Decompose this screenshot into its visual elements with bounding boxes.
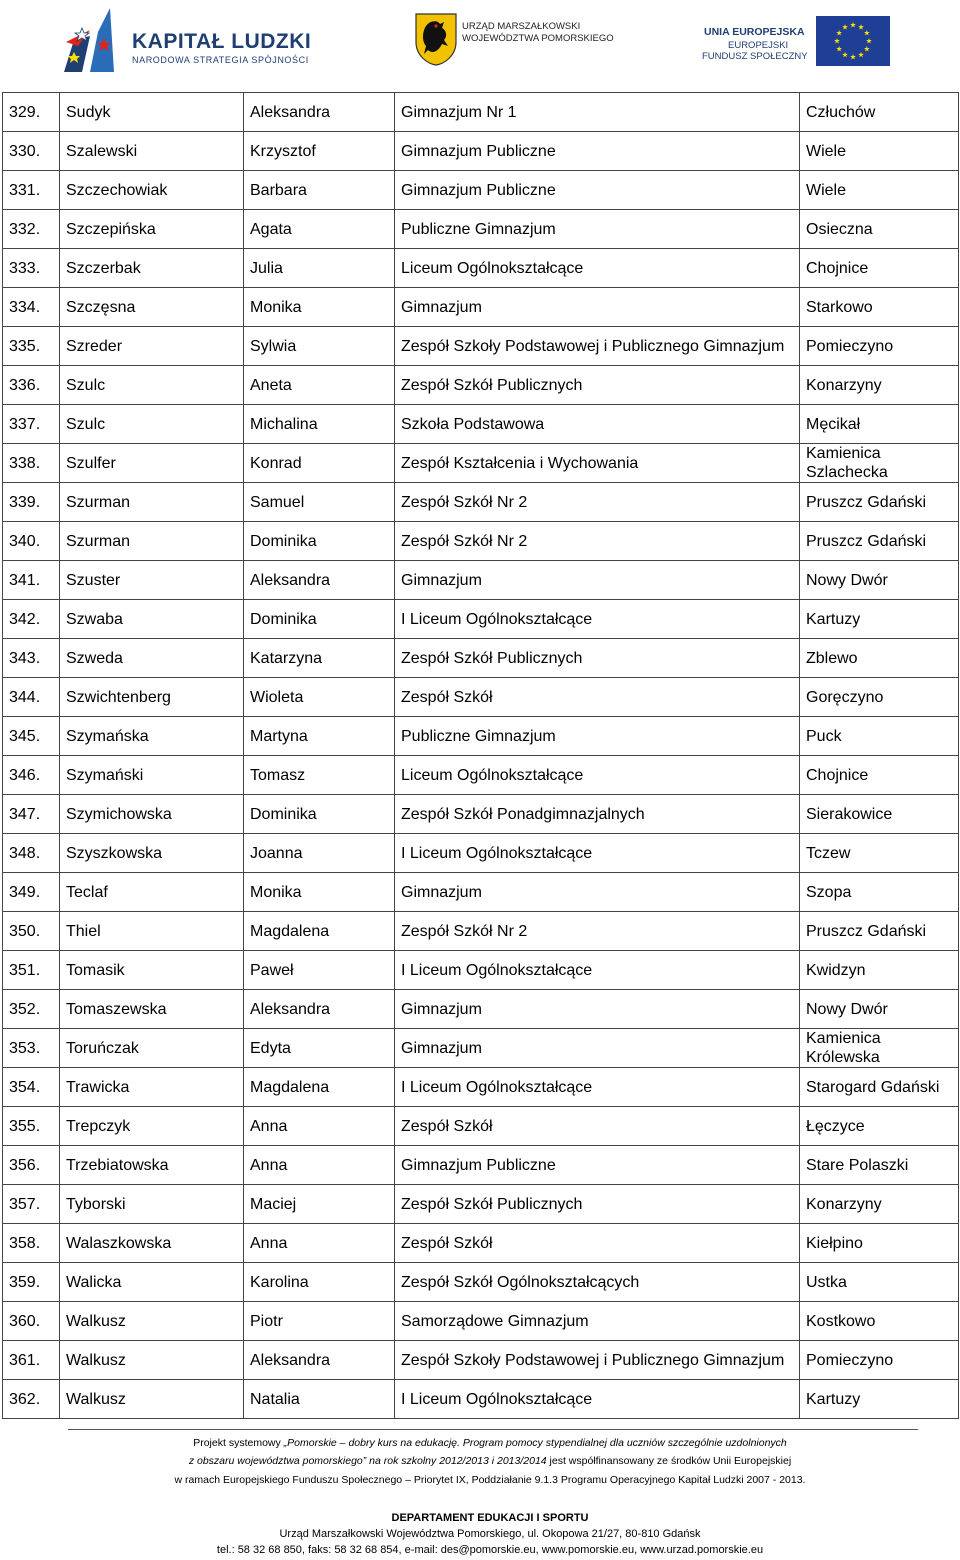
surname-cell: Walaszkowska bbox=[60, 1224, 244, 1263]
row-number: 332. bbox=[3, 210, 60, 249]
row-number: 346. bbox=[3, 756, 60, 795]
table-row bbox=[3, 171, 959, 210]
city-cell: Konarzyny bbox=[800, 1185, 959, 1224]
table-row bbox=[3, 639, 959, 678]
table-row bbox=[3, 366, 959, 405]
first-name-cell: Samuel bbox=[244, 483, 395, 522]
school-cell: Zespół Szkół Publicznych bbox=[395, 639, 800, 678]
surname-cell: Szurman bbox=[60, 483, 244, 522]
row-number: 352. bbox=[3, 990, 60, 1029]
surname-cell: Trawicka bbox=[60, 1068, 244, 1107]
city-cell: Kartuzy bbox=[800, 600, 959, 639]
city-cell: Ustka bbox=[800, 1263, 959, 1302]
first-name-cell: Katarzyna bbox=[244, 639, 395, 678]
row-number: 330. bbox=[3, 132, 60, 171]
row-number: 341. bbox=[3, 561, 60, 600]
row-number: 350. bbox=[3, 912, 60, 951]
city-cell: Puck bbox=[800, 717, 959, 756]
footer-project-line1 bbox=[10, 1437, 960, 1449]
eu-flag-icon bbox=[816, 16, 890, 66]
row-number: 336. bbox=[3, 366, 60, 405]
city-cell: Starogard Gdański bbox=[800, 1068, 959, 1107]
school-cell: Zespół Szkół Publicznych bbox=[395, 1185, 800, 1224]
table-row bbox=[3, 1185, 959, 1224]
eu-star-icon bbox=[858, 52, 864, 57]
footer-line2-italic: z obszaru województwa pomorskiego” na rok szkolny 2012/2013 i 2013/2014 bbox=[188, 1455, 547, 1467]
table-row bbox=[3, 1029, 959, 1068]
city-cell: Stare Polaszki bbox=[800, 1146, 959, 1185]
page-header bbox=[0, 0, 960, 92]
row-number: 340. bbox=[3, 522, 60, 561]
first-name-cell: Julia bbox=[244, 249, 395, 288]
school-cell: Zespół Szkoły Podstawowej i Publicznego Gimnazjum bbox=[395, 1341, 800, 1380]
school-cell: Gimnazjum Publiczne bbox=[395, 1146, 800, 1185]
school-cell: Zespół Szkół Nr 2 bbox=[395, 522, 800, 561]
footer-department: DEPARTAMENT EDUKACJI I SPORTU bbox=[391, 1512, 589, 1524]
row-number: 356. bbox=[3, 1146, 60, 1185]
table-row bbox=[3, 678, 959, 717]
row-number: 358. bbox=[3, 1224, 60, 1263]
first-name-cell: Krzysztof bbox=[244, 132, 395, 171]
scholarship-roster-table bbox=[2, 92, 959, 1419]
school-cell: Zespół Szkół Nr 2 bbox=[395, 912, 800, 951]
surname-cell: Trzebiatowska bbox=[60, 1146, 244, 1185]
city-cell: Goręczyno bbox=[800, 678, 959, 717]
first-name-cell: Wioleta bbox=[244, 678, 395, 717]
city-cell: Osieczna bbox=[800, 210, 959, 249]
ue-line2: EUROPEJSKI bbox=[728, 40, 789, 51]
table-row bbox=[3, 717, 959, 756]
first-name-cell: Piotr bbox=[244, 1302, 395, 1341]
unia-europejska-logo bbox=[700, 14, 900, 70]
row-number: 347. bbox=[3, 795, 60, 834]
table-row bbox=[3, 1380, 959, 1419]
school-cell: Liceum Ogólnokształcące bbox=[395, 249, 800, 288]
row-number: 339. bbox=[3, 483, 60, 522]
surname-cell: Szulc bbox=[60, 405, 244, 444]
city-cell: Kwidzyn bbox=[800, 951, 959, 990]
school-cell: Gimnazjum bbox=[395, 873, 800, 912]
city-cell: Kostkowo bbox=[800, 1302, 959, 1341]
first-name-cell: Dominika bbox=[244, 600, 395, 639]
table-row bbox=[3, 1146, 959, 1185]
first-name-cell: Dominika bbox=[244, 522, 395, 561]
school-cell: Zespół Szkół Publicznych bbox=[395, 366, 800, 405]
school-cell: Gimnazjum bbox=[395, 1029, 800, 1068]
surname-cell: Szyszkowska bbox=[60, 834, 244, 873]
city-cell: Pruszcz Gdański bbox=[800, 912, 959, 951]
city-cell: Łęczyce bbox=[800, 1107, 959, 1146]
city-cell: Nowy Dwór bbox=[800, 990, 959, 1029]
surname-cell: Trepczyk bbox=[60, 1107, 244, 1146]
table-row bbox=[3, 1341, 959, 1380]
city-cell: Tczew bbox=[800, 834, 959, 873]
table-row bbox=[3, 1068, 959, 1107]
surname-cell: Thiel bbox=[60, 912, 244, 951]
school-cell: I Liceum Ogólnokształcące bbox=[395, 1380, 800, 1419]
row-number: 342. bbox=[3, 600, 60, 639]
table-row bbox=[3, 210, 959, 249]
row-number: 338. bbox=[3, 444, 60, 483]
school-cell: Liceum Ogólnokształcące bbox=[395, 756, 800, 795]
row-number: 361. bbox=[3, 1341, 60, 1380]
surname-cell: Szczechowiak bbox=[60, 171, 244, 210]
city-cell: Wiele bbox=[800, 132, 959, 171]
surname-cell: Szweda bbox=[60, 639, 244, 678]
ue-line1: UNIA EUROPEJSKA bbox=[704, 26, 805, 38]
first-name-cell: Tomasz bbox=[244, 756, 395, 795]
city-cell: Pomieczyno bbox=[800, 1341, 959, 1380]
table-row bbox=[3, 795, 959, 834]
pomorskie-griffin-crest-icon bbox=[414, 12, 458, 66]
school-cell: Zespół Szkół bbox=[395, 1107, 800, 1146]
eu-star-icon bbox=[850, 22, 856, 27]
urzad-line1: URZĄD MARSZAŁKOWSKI bbox=[462, 21, 581, 32]
urzad-line2: WOJEWÓDZTWA POMORSKIEGO bbox=[462, 33, 614, 44]
school-cell: Zespół Szkół bbox=[395, 678, 800, 717]
surname-cell: Szymański bbox=[60, 756, 244, 795]
city-cell: Kamienica Królewska bbox=[800, 1029, 959, 1068]
city-cell: Konarzyny bbox=[800, 366, 959, 405]
city-cell: Chojnice bbox=[800, 249, 959, 288]
row-number: 359. bbox=[3, 1263, 60, 1302]
table-row bbox=[3, 327, 959, 366]
eu-star-icon bbox=[864, 30, 870, 35]
table-row bbox=[3, 522, 959, 561]
city-cell: Starkowo bbox=[800, 288, 959, 327]
city-cell: Szopa bbox=[800, 873, 959, 912]
eu-stars-icon bbox=[816, 16, 890, 66]
surname-cell: Walicka bbox=[60, 1263, 244, 1302]
first-name-cell: Magdalena bbox=[244, 1068, 395, 1107]
school-cell: Zespół Kształcenia i Wychowania bbox=[395, 444, 800, 483]
eu-star-icon bbox=[864, 46, 870, 51]
first-name-cell: Magdalena bbox=[244, 912, 395, 951]
row-number: 354. bbox=[3, 1068, 60, 1107]
eu-star-icon bbox=[834, 38, 840, 43]
row-number: 333. bbox=[3, 249, 60, 288]
surname-cell: Szymańska bbox=[60, 717, 244, 756]
footer-project-line2 bbox=[10, 1455, 960, 1467]
city-cell: Zblewo bbox=[800, 639, 959, 678]
row-number: 329. bbox=[3, 93, 60, 132]
row-number: 335. bbox=[3, 327, 60, 366]
city-cell: Pomieczyno bbox=[800, 327, 959, 366]
table-row bbox=[3, 756, 959, 795]
first-name-cell: Aleksandra bbox=[244, 561, 395, 600]
first-name-cell: Aleksandra bbox=[244, 1341, 395, 1380]
school-cell: Samorządowe Gimnazjum bbox=[395, 1302, 800, 1341]
surname-cell: Szczepińska bbox=[60, 210, 244, 249]
ue-line3: FUNDUSZ SPOŁECZNY bbox=[702, 51, 808, 62]
first-name-cell: Konrad bbox=[244, 444, 395, 483]
city-cell: Kartuzy bbox=[800, 1380, 959, 1419]
row-number: 351. bbox=[3, 951, 60, 990]
school-cell: Publiczne Gimnazjum bbox=[395, 210, 800, 249]
surname-cell: Szczerbak bbox=[60, 249, 244, 288]
first-name-cell: Maciej bbox=[244, 1185, 395, 1224]
table-row bbox=[3, 288, 959, 327]
footer-project-line3: w ramach Europejskiego Funduszu Społecznego – Priorytet IX, Poddziałanie 9.1.3 Programu Operacyjnego Kapitał Ludzki 2007 - 2013. bbox=[174, 1474, 806, 1486]
city-cell: Męcikał bbox=[800, 405, 959, 444]
school-cell: Publiczne Gimnazjum bbox=[395, 717, 800, 756]
first-name-cell: Martyna bbox=[244, 717, 395, 756]
row-number: 343. bbox=[3, 639, 60, 678]
first-name-cell: Aleksandra bbox=[244, 990, 395, 1029]
eu-star-icon bbox=[866, 38, 872, 43]
table-row bbox=[3, 1224, 959, 1263]
first-name-cell: Agata bbox=[244, 210, 395, 249]
table-row bbox=[3, 912, 959, 951]
surname-cell: Szalewski bbox=[60, 132, 244, 171]
table-row bbox=[3, 951, 959, 990]
footer-divider bbox=[68, 1429, 918, 1430]
row-number: 344. bbox=[3, 678, 60, 717]
first-name-cell: Monika bbox=[244, 873, 395, 912]
first-name-cell: Edyta bbox=[244, 1029, 395, 1068]
row-number: 362. bbox=[3, 1380, 60, 1419]
table-row bbox=[3, 132, 959, 171]
footer-line2-suffix: jest współfinansowany ze środków Unii Europejskiej bbox=[546, 1455, 792, 1467]
school-cell: Zespół Szkół Ogólnokształcących bbox=[395, 1263, 800, 1302]
row-number: 331. bbox=[3, 171, 60, 210]
table-row bbox=[3, 561, 959, 600]
surname-cell: Tomasik bbox=[60, 951, 244, 990]
school-cell: Gimnazjum bbox=[395, 288, 800, 327]
row-number: 334. bbox=[3, 288, 60, 327]
city-cell: Chojnice bbox=[800, 756, 959, 795]
surname-cell: Sudyk bbox=[60, 93, 244, 132]
first-name-cell: Monika bbox=[244, 288, 395, 327]
surname-cell: Walkusz bbox=[60, 1302, 244, 1341]
first-name-cell: Aleksandra bbox=[244, 93, 395, 132]
first-name-cell: Karolina bbox=[244, 1263, 395, 1302]
eu-star-icon bbox=[858, 24, 864, 29]
table-row bbox=[3, 444, 959, 483]
roster-body bbox=[3, 93, 959, 1419]
first-name-cell: Anna bbox=[244, 1146, 395, 1185]
first-name-cell: Natalia bbox=[244, 1380, 395, 1419]
surname-cell: Szwaba bbox=[60, 600, 244, 639]
row-number: 355. bbox=[3, 1107, 60, 1146]
eu-star-icon bbox=[836, 46, 842, 51]
footer-contact: tel.: 58 32 68 850, faks: 58 32 68 854, e-mail: des@pomorskie.eu, www.pomorskie.eu, www.urzad.pomorskie.eu bbox=[216, 1544, 764, 1556]
row-number: 349. bbox=[3, 873, 60, 912]
eu-star-icon bbox=[842, 52, 848, 57]
table-row bbox=[3, 405, 959, 444]
first-name-cell: Barbara bbox=[244, 171, 395, 210]
table-row bbox=[3, 1107, 959, 1146]
row-number: 360. bbox=[3, 1302, 60, 1341]
school-cell: Zespół Szkół bbox=[395, 1224, 800, 1263]
eu-star-icon bbox=[850, 54, 856, 59]
surname-cell: Szulfer bbox=[60, 444, 244, 483]
surname-cell: Szwichtenberg bbox=[60, 678, 244, 717]
city-cell: Kamienica Szlachecka bbox=[800, 444, 959, 483]
row-number: 345. bbox=[3, 717, 60, 756]
school-cell: I Liceum Ogólnokształcące bbox=[395, 834, 800, 873]
surname-cell: Szreder bbox=[60, 327, 244, 366]
footer-address: Urząd Marszałkowski Województwa Pomorskiego, ul. Okopowa 21/27, 80-810 Gdańsk bbox=[279, 1528, 701, 1540]
school-cell: Zespół Szkół Ponadgimnazjalnych bbox=[395, 795, 800, 834]
surname-cell: Szurman bbox=[60, 522, 244, 561]
first-name-cell: Anna bbox=[244, 1224, 395, 1263]
school-cell: Gimnazjum Nr 1 bbox=[395, 93, 800, 132]
school-cell: Zespół Szkoły Podstawowej i Publicznego Gimnazjum bbox=[395, 327, 800, 366]
surname-cell: Walkusz bbox=[60, 1380, 244, 1419]
urzad-marszalkowski-logo bbox=[412, 12, 612, 72]
footer-line1-prefix: Projekt systemowy bbox=[193, 1437, 284, 1449]
school-cell: I Liceum Ogólnokształcące bbox=[395, 951, 800, 990]
city-cell: Sierakowice bbox=[800, 795, 959, 834]
first-name-cell: Aneta bbox=[244, 366, 395, 405]
kapital-ludzki-subtitle: NARODOWA STRATEGIA SPÓJNOŚCI bbox=[132, 55, 309, 65]
surname-cell: Tomaszewska bbox=[60, 990, 244, 1029]
surname-cell: Szuster bbox=[60, 561, 244, 600]
table-row bbox=[3, 990, 959, 1029]
city-cell: Kiełpino bbox=[800, 1224, 959, 1263]
kapital-ludzki-emblem-icon bbox=[60, 2, 130, 74]
first-name-cell: Anna bbox=[244, 1107, 395, 1146]
table-row bbox=[3, 873, 959, 912]
surname-cell: Szczęsna bbox=[60, 288, 244, 327]
school-cell: Szkoła Podstawowa bbox=[395, 405, 800, 444]
surname-cell: Walkusz bbox=[60, 1341, 244, 1380]
table-row bbox=[3, 93, 959, 132]
school-cell: Gimnazjum Publiczne bbox=[395, 171, 800, 210]
kapital-ludzki-logo bbox=[60, 2, 320, 74]
first-name-cell: Michalina bbox=[244, 405, 395, 444]
first-name-cell: Joanna bbox=[244, 834, 395, 873]
surname-cell: Szulc bbox=[60, 366, 244, 405]
school-cell: Gimnazjum bbox=[395, 990, 800, 1029]
row-number: 357. bbox=[3, 1185, 60, 1224]
table-row bbox=[3, 249, 959, 288]
city-cell: Wiele bbox=[800, 171, 959, 210]
surname-cell: Teclaf bbox=[60, 873, 244, 912]
first-name-cell: Paweł bbox=[244, 951, 395, 990]
school-cell: I Liceum Ogólnokształcące bbox=[395, 1068, 800, 1107]
table-row bbox=[3, 600, 959, 639]
city-cell: Pruszcz Gdański bbox=[800, 483, 959, 522]
table-row bbox=[3, 834, 959, 873]
row-number: 337. bbox=[3, 405, 60, 444]
school-cell: Gimnazjum Publiczne bbox=[395, 132, 800, 171]
table-row bbox=[3, 1263, 959, 1302]
surname-cell: Toruńczak bbox=[60, 1029, 244, 1068]
school-cell: Zespół Szkół Nr 2 bbox=[395, 483, 800, 522]
school-cell: Gimnazjum bbox=[395, 561, 800, 600]
table-row bbox=[3, 1302, 959, 1341]
row-number: 348. bbox=[3, 834, 60, 873]
city-cell: Pruszcz Gdański bbox=[800, 522, 959, 561]
city-cell: Człuchów bbox=[800, 93, 959, 132]
eu-star-icon bbox=[842, 24, 848, 29]
footer-line1-italic: „Pomorskie – dobry kurs na edukację. Program pomocy stypendialnej dla uczniów szczególnie uzdolnionych bbox=[283, 1437, 787, 1449]
surname-cell: Tyborski bbox=[60, 1185, 244, 1224]
surname-cell: Szymichowska bbox=[60, 795, 244, 834]
kapital-ludzki-title: KAPITAŁ LUDZKI bbox=[132, 30, 312, 53]
table-row bbox=[3, 483, 959, 522]
first-name-cell: Sylwia bbox=[244, 327, 395, 366]
school-cell: I Liceum Ogólnokształcące bbox=[395, 600, 800, 639]
first-name-cell: Dominika bbox=[244, 795, 395, 834]
row-number: 353. bbox=[3, 1029, 60, 1068]
city-cell: Nowy Dwór bbox=[800, 561, 959, 600]
eu-star-icon bbox=[836, 30, 842, 35]
